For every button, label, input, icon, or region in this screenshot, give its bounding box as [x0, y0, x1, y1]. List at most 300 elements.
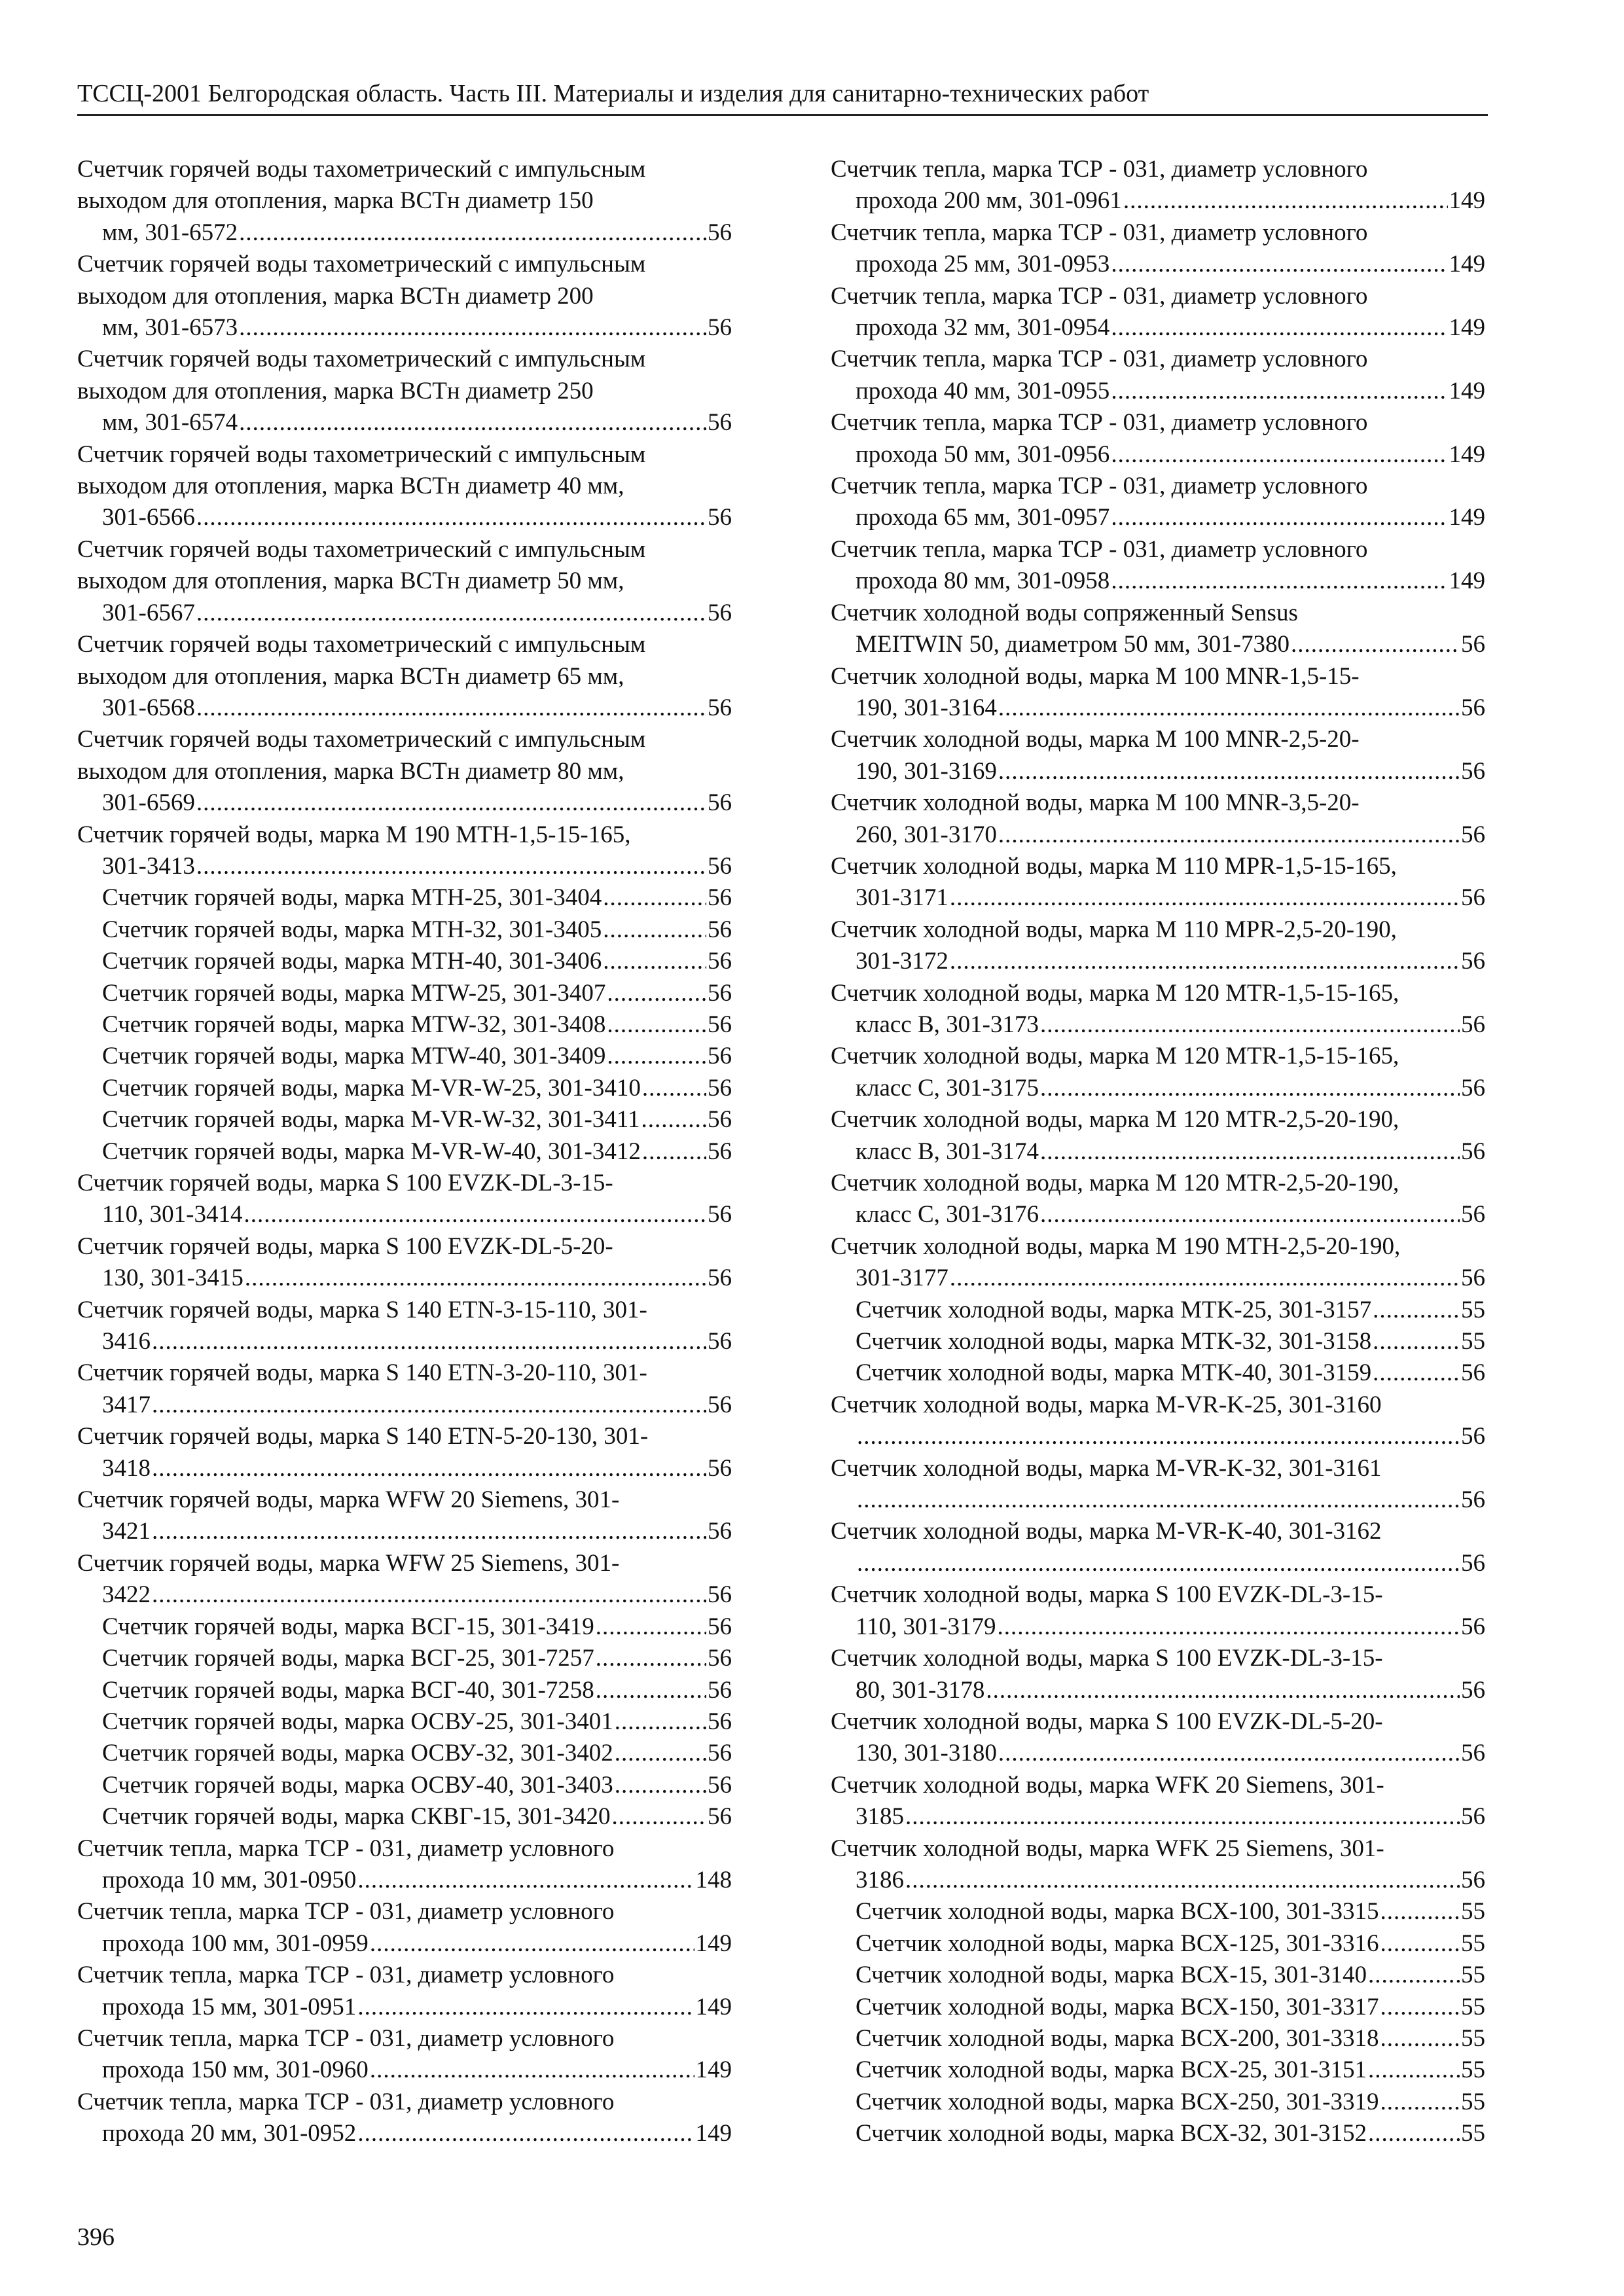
index-entry — [831, 281, 1485, 344]
dot-leader — [998, 692, 1460, 724]
index-entry — [77, 2023, 732, 2087]
entry-text: Счетчик горячей воды тахометрический с импульсным — [77, 726, 646, 753]
entry-text: Счетчик холодной воды, марка М 100 MNR-3,5-20- — [831, 789, 1360, 817]
index-entry — [831, 1896, 1485, 1928]
entry-last-line — [856, 2087, 1485, 2118]
index-entry — [831, 1643, 1485, 1706]
entry-text: Счетчик холодной воды, марка M-VR-K-40, 301-3162 — [831, 1518, 1382, 1545]
entry-text: Счетчик тепла, марка ТСР - 031, диаметр условного — [77, 1898, 615, 1926]
index-entry — [831, 217, 1485, 281]
entry-page-ref: 149 — [695, 2120, 732, 2147]
entry-text: 301-3172 — [856, 948, 948, 975]
entry-last-line — [102, 851, 732, 882]
entry-last-line — [856, 819, 1485, 851]
entry-text: 301-6569 — [102, 789, 195, 817]
dot-leader — [950, 882, 1460, 914]
entry-last-line — [856, 946, 1485, 977]
entry-text: Счетчик горячей воды тахометрический с импульсным — [77, 251, 646, 278]
entry-text: класс B, 301-3174 — [856, 1138, 1039, 1165]
entry-text: Счетчик холодной воды, марка ВСХ-100, 301-3315 — [856, 1898, 1379, 1926]
entry-page-ref: 149 — [1449, 187, 1485, 215]
entry-page-ref: 56 — [708, 1043, 732, 1070]
entry-text: выходом для отопления, марка ВСТн диаметр 250 — [77, 377, 594, 404]
entry-page-ref: 56 — [708, 1708, 732, 1735]
dot-leader — [1373, 1326, 1460, 1357]
entry-last-line — [856, 1263, 1485, 1294]
dot-leader — [245, 1263, 706, 1294]
entry-text: 301-3413 — [102, 852, 195, 880]
index-entry — [77, 344, 732, 439]
dot-leader — [1380, 1896, 1460, 1928]
entry-text: Счетчик тепла, марка ТСР - 031, диаметр условного — [831, 156, 1368, 183]
entry-text: прохода 150 мм, 301-0960 — [102, 2056, 369, 2084]
index-entry — [77, 1104, 732, 1136]
dot-leader — [603, 914, 706, 946]
entry-text: Счетчик холодной воды, марка М 110 MPR-2,5-20-190, — [831, 916, 1397, 943]
index-entry — [831, 1579, 1485, 1643]
entry-text: Счетчик горячей воды, марка S 140 ETN-3-20-110, 301- — [77, 1359, 647, 1387]
dot-leader — [1291, 629, 1460, 660]
index-entry — [77, 1231, 732, 1295]
dot-leader — [1111, 249, 1447, 280]
dot-leader — [152, 1453, 706, 1484]
entry-page-ref: 56 — [708, 1201, 732, 1229]
entry-page-ref: 56 — [708, 1740, 732, 1767]
entry-last-line — [102, 1199, 732, 1230]
entry-last-line — [102, 2054, 732, 2086]
entry-last-line — [102, 914, 732, 946]
index-entry — [77, 1770, 732, 1801]
entry-text: Счетчик горячей воды, марка S 100 EVZK-DL-5-20- — [77, 1232, 613, 1260]
dot-leader — [1040, 1136, 1460, 1168]
entry-text: 110, 301-3414 — [102, 1201, 243, 1229]
entry-page-ref: 56 — [1461, 948, 1485, 975]
index-column-right — [831, 154, 1485, 2150]
entry-last-line — [102, 1928, 732, 1960]
entry-page-ref: 56 — [1461, 1549, 1485, 1577]
index-entry — [831, 1231, 1485, 1295]
entry-text: 3185 — [856, 1803, 904, 1831]
entry-text: Счетчик горячей воды, марка MTH-40, 301-3406 — [102, 948, 602, 975]
entry-last-line — [856, 2054, 1485, 2086]
dot-leader — [370, 2054, 695, 2086]
entry-last-line — [102, 1136, 732, 1168]
entry-last-line — [856, 1136, 1485, 1168]
entry-text: прохода 100 мм, 301-0959 — [102, 1929, 369, 1957]
index-entry — [77, 1548, 732, 1611]
dot-leader — [615, 1738, 706, 1769]
dot-leader — [196, 502, 706, 533]
entry-page-ref: 56 — [708, 409, 732, 437]
entry-text: Счетчик холодной воды, марка М 120 MTR-1,5-15-165, — [831, 1043, 1399, 1070]
entry-last-line — [856, 249, 1485, 280]
entry-last-line — [856, 312, 1485, 344]
entry-page-ref: 55 — [1461, 1993, 1485, 2020]
entry-page-ref: 56 — [1461, 1613, 1485, 1640]
entry-text: 3416 — [102, 1328, 151, 1355]
entry-last-line — [856, 1738, 1485, 1769]
entry-page-ref: 56 — [708, 916, 732, 943]
entry-last-line — [102, 1801, 732, 1833]
dot-leader — [196, 692, 706, 724]
index-entry — [831, 914, 1485, 978]
entry-text: Счетчик холодной воды, марка М 120 MTR-2,5-20-190, — [831, 1106, 1399, 1134]
entry-page-ref: 56 — [708, 1074, 732, 1102]
entry-page-ref: 55 — [1461, 2088, 1485, 2115]
entry-text: Счетчик холодной воды, марка М 190 МТН-2,5-20-190, — [831, 1232, 1401, 1260]
entry-text: прохода 25 мм, 301-0953 — [856, 251, 1110, 278]
entry-last-line — [102, 1738, 732, 1769]
dot-leader — [615, 1770, 706, 1801]
entry-text: Счетчик горячей воды, марка M-VR-W-32, 301-3411 — [102, 1106, 640, 1134]
dot-leader — [950, 1263, 1460, 1294]
entry-last-line — [856, 1548, 1485, 1579]
entry-page-ref: 56 — [708, 1138, 732, 1165]
index-entry — [831, 1706, 1485, 1770]
index-entry — [77, 1421, 732, 1484]
index-entry — [831, 154, 1485, 217]
entry-last-line — [102, 692, 732, 724]
dot-leader — [1380, 1992, 1460, 2023]
index-entry — [77, 724, 732, 819]
entry-last-line — [856, 756, 1485, 787]
entry-text: прохода 20 мм, 301-0952 — [102, 2120, 357, 2147]
index-entry — [831, 1453, 1485, 1516]
entry-last-line — [102, 312, 732, 344]
entry-text: Счетчик горячей воды, марка WFW 25 Siemens, 301- — [77, 1549, 620, 1577]
entry-last-line — [856, 502, 1485, 533]
dot-leader — [641, 1104, 706, 1136]
entry-page-ref: 149 — [1449, 440, 1485, 468]
entry-text: Счетчик горячей воды тахометрический с импульсным — [77, 156, 646, 183]
index-entry — [831, 534, 1485, 598]
index-entry — [77, 1295, 732, 1358]
entry-text: Счетчик тепла, марка ТСР - 031, диаметр условного — [831, 409, 1368, 437]
entry-text: 3421 — [102, 1518, 151, 1545]
entry-text: Счетчик холодной воды, марка MTK-32, 301-3158 — [856, 1328, 1372, 1355]
entry-text: Счетчик горячей воды, марка MTW-32, 301-3408 — [102, 1011, 606, 1038]
entry-page-ref: 56 — [1461, 1359, 1485, 1387]
entry-last-line — [102, 1992, 732, 2023]
entry-page-ref: 56 — [1461, 1676, 1485, 1704]
index-column-left — [77, 154, 732, 2150]
entry-text: Счетчик холодной воды, марка М 120 MTR-2,5-20-190, — [831, 1170, 1399, 1196]
index-entry — [77, 1073, 732, 1104]
entry-text: Счетчик холодной воды, марка М 110 MPR-1,5-15-165, — [831, 852, 1397, 880]
entry-text: прохода 32 мм, 301-0954 — [856, 314, 1110, 342]
entry-last-line — [102, 1073, 732, 1104]
dot-leader — [607, 978, 706, 1009]
entry-page-ref: 56 — [1461, 1011, 1485, 1038]
entry-last-line — [102, 1263, 732, 1294]
entry-text: прохода 10 мм, 301-0950 — [102, 1866, 357, 1893]
dot-leader — [950, 946, 1460, 977]
entry-text: выходом для отопления, марка ВСТн диаметр 65 мм, — [77, 662, 624, 690]
index-entry — [77, 1611, 732, 1643]
entry-text: Счетчик холодной воды сопряженный Sensus — [831, 599, 1298, 626]
entry-page-ref: 149 — [1449, 251, 1485, 278]
dot-leader — [607, 1009, 706, 1041]
entry-page-ref: 55 — [1461, 1929, 1485, 1957]
dot-leader — [1380, 1928, 1460, 1960]
entry-text: выходом для отопления, марка ВСТн диаметр 200 — [77, 282, 594, 310]
entry-page-ref: 56 — [708, 504, 732, 531]
entry-page-ref: 55 — [1461, 2056, 1485, 2084]
entry-text: Счетчик горячей воды, марка ОСВУ-40, 301-3403 — [102, 1771, 613, 1799]
dot-leader — [986, 1675, 1460, 1706]
entry-text: прохода 50 мм, 301-0956 — [856, 440, 1110, 468]
entry-last-line — [102, 1326, 732, 1357]
dot-leader — [1040, 1073, 1460, 1104]
entry-text: 3186 — [856, 1866, 904, 1893]
dot-leader — [152, 1326, 706, 1357]
entry-text: Счетчик тепла, марка ТСР - 031, диаметр условного — [831, 219, 1368, 246]
entry-last-line — [856, 439, 1485, 471]
index-entry — [831, 1516, 1485, 1579]
dot-leader — [1111, 565, 1447, 597]
header-title: ТССЦ-2001 Белгородская область. Часть III. Материалы и изделия для санитарно-технических работ — [77, 80, 1149, 107]
entry-text: Счетчик холодной воды, марка ВСХ-15, 301-3140 — [856, 1962, 1367, 1989]
entry-text: 260, 301-3170 — [856, 821, 997, 848]
dot-leader — [357, 1992, 694, 2023]
index-entry — [77, 154, 732, 249]
index-entry — [77, 1706, 732, 1738]
entry-text: Счетчик тепла, марка ТСР - 031, диаметр условного — [831, 282, 1368, 310]
entry-last-line — [856, 1357, 1485, 1389]
entry-page-ref: 56 — [1461, 1866, 1485, 1893]
index-entry — [831, 471, 1485, 534]
entry-page-ref: 55 — [1461, 1328, 1485, 1355]
index-entry — [831, 1928, 1485, 1960]
entry-last-line — [102, 1104, 732, 1136]
entry-page-ref: 56 — [1461, 1740, 1485, 1767]
entry-last-line — [102, 598, 732, 629]
index-entry — [77, 946, 732, 977]
entry-text: Счетчик тепла, марка ТСР - 031, диаметр условного — [831, 346, 1368, 373]
index-entry — [77, 1738, 732, 1769]
entry-last-line — [856, 1865, 1485, 1896]
entry-page-ref: 55 — [1461, 1296, 1485, 1323]
entry-page-ref: 56 — [1461, 1074, 1485, 1102]
entry-last-line — [856, 1199, 1485, 1230]
index-entry — [77, 1833, 732, 1897]
entry-text: Счетчик холодной воды, марка S 100 EVZK-DL-3-15- — [831, 1645, 1383, 1672]
entry-text: Счетчик холодной воды, марка MTK-40, 301-3159 — [856, 1359, 1372, 1387]
entry-page-ref: 56 — [708, 1011, 732, 1038]
index-entry — [831, 1357, 1485, 1389]
index-entry — [831, 2118, 1485, 2149]
entry-last-line — [856, 1896, 1485, 1928]
entry-page-ref: 56 — [708, 1581, 732, 1609]
index-entry — [77, 629, 732, 724]
index-entry — [77, 1801, 732, 1833]
entry-last-line — [856, 1611, 1485, 1643]
entry-page-ref: 56 — [708, 1106, 732, 1134]
dot-leader — [857, 1484, 1460, 1516]
entry-page-ref: 56 — [708, 1518, 732, 1545]
entry-last-line — [102, 1390, 732, 1421]
index-entry — [77, 1168, 732, 1231]
dot-leader — [905, 1801, 1460, 1833]
entry-last-line — [102, 882, 732, 914]
entry-text: 301-6566 — [102, 504, 195, 531]
entry-text: Счетчик горячей воды, марка MTH-25, 301-3404 — [102, 884, 602, 912]
entry-last-line — [102, 946, 732, 977]
entry-last-line — [856, 1992, 1485, 2023]
entry-text: Счетчик горячей воды, марка MTH-32, 301-3405 — [102, 916, 602, 943]
entry-page-ref: 56 — [708, 1454, 732, 1482]
entry-page-ref: 56 — [1461, 1138, 1485, 1165]
entry-page-ref: 148 — [695, 1866, 732, 1893]
entry-text: Счетчик холодной воды, марка M-VR-K-25, 301-3160 — [831, 1391, 1382, 1418]
entry-text: Счетчик горячей воды, марка M-VR-W-40, 301-3412 — [102, 1138, 641, 1165]
entry-text: 301-6568 — [102, 694, 195, 721]
entry-text: 3418 — [102, 1454, 151, 1482]
entry-last-line — [102, 1579, 732, 1611]
dot-leader — [239, 312, 706, 344]
entry-last-line — [102, 2118, 732, 2149]
index-entry — [831, 724, 1485, 787]
entry-text: класс B, 301-3173 — [856, 1011, 1039, 1038]
dot-leader — [1373, 1295, 1460, 1326]
entry-last-line — [856, 185, 1485, 217]
dot-leader — [1040, 1009, 1460, 1041]
entry-text: Счетчик горячей воды, марка ОСВУ-25, 301-3401 — [102, 1708, 613, 1735]
index-entry — [77, 1357, 732, 1421]
entry-text: Счетчик холодной воды, марка WFK 20 Siemens, 301- — [831, 1771, 1384, 1799]
dot-leader — [1368, 2118, 1460, 2149]
dot-leader — [1123, 185, 1448, 217]
entry-text: 190, 301-3169 — [856, 757, 997, 785]
entry-page-ref: 56 — [708, 979, 732, 1007]
dot-leader — [1111, 439, 1447, 471]
index-entry — [77, 1136, 732, 1168]
index-entry — [831, 2023, 1485, 2054]
entry-page-ref: 149 — [1449, 504, 1485, 531]
entry-page-ref: 149 — [1449, 377, 1485, 404]
entry-page-ref: 56 — [708, 1676, 732, 1704]
entry-page-ref: 56 — [708, 1645, 732, 1672]
index-entry — [831, 661, 1485, 725]
dot-leader — [1380, 2023, 1460, 2054]
entry-text: Счетчик холодной воды, марка S 100 EVZK-DL-5-20- — [831, 1708, 1383, 1735]
entry-last-line — [102, 1675, 732, 1706]
entry-last-line — [102, 502, 732, 533]
entry-text: Счетчик холодной воды, марка WFK 25 Siemens, 301- — [831, 1835, 1384, 1862]
entry-text: Счетчик холодной воды, марка M-VR-K-32, 301-3161 — [831, 1454, 1382, 1482]
entry-text: прохода 15 мм, 301-0951 — [102, 1993, 357, 2020]
dot-leader — [596, 1611, 706, 1643]
entry-last-line — [856, 1801, 1485, 1833]
dot-leader — [998, 756, 1460, 787]
entry-page-ref: 56 — [1461, 1486, 1485, 1514]
entry-page-ref: 55 — [1461, 1898, 1485, 1926]
entry-last-line — [856, 2118, 1485, 2149]
entry-text: 80, 301-3178 — [856, 1676, 985, 1704]
index-entry — [77, 1041, 732, 1072]
index-entry — [77, 534, 732, 629]
entry-text: 110, 301-3179 — [856, 1613, 996, 1640]
entry-text: MEITWIN 50, диаметром 50 мм, 301-7380 — [856, 631, 1290, 658]
entry-text: Счетчик горячей воды, марка MTW-40, 301-3409 — [102, 1043, 606, 1070]
entry-last-line — [102, 217, 732, 249]
index-entry — [77, 1643, 732, 1674]
entry-text: Счетчик тепла, марка ТСР - 031, диаметр условного — [831, 535, 1368, 563]
entry-text: Счетчик горячей воды тахометрический с импульсным — [77, 535, 646, 563]
entry-text: Счетчик холодной воды, марка М 100 MNR-1,5-15- — [831, 662, 1360, 690]
entry-text: 3422 — [102, 1581, 151, 1609]
entry-last-line — [856, 1484, 1485, 1516]
entry-page-ref: 56 — [708, 1613, 732, 1640]
entry-text: Счетчик горячей воды, марка ВСГ-15, 301-3419 — [102, 1613, 594, 1640]
entry-text: 130, 301-3415 — [102, 1265, 244, 1292]
entry-page-ref: 55 — [1461, 1962, 1485, 1989]
dot-leader — [905, 1865, 1460, 1896]
entry-page-ref: 56 — [708, 789, 732, 817]
dot-leader — [596, 1675, 706, 1706]
page-number: 396 — [77, 2223, 115, 2251]
index-entry — [77, 1675, 732, 1706]
entry-page-ref: 56 — [1461, 1265, 1485, 1292]
dot-leader — [1111, 502, 1447, 533]
dot-leader — [1111, 312, 1447, 344]
index-entry — [831, 1041, 1485, 1104]
entry-last-line — [102, 1706, 732, 1738]
page-header — [77, 79, 1488, 116]
entry-page-ref: 56 — [708, 219, 732, 246]
dot-leader — [196, 787, 706, 819]
entry-last-line — [856, 882, 1485, 914]
dot-leader — [196, 598, 706, 629]
entry-text: Счетчик горячей воды, марка S 140 ETN-3-15-110, 301- — [77, 1296, 647, 1323]
entry-page-ref: 56 — [708, 884, 732, 912]
index-entry — [831, 1168, 1485, 1231]
entry-text: Счетчик холодной воды, марка М 120 MTR-1,5-15-165, — [831, 979, 1399, 1007]
index-entry — [831, 1960, 1485, 1991]
index-entry — [831, 1390, 1485, 1453]
dot-leader — [357, 1865, 694, 1896]
index-entry — [77, 819, 732, 883]
entry-text: Счетчик горячей воды, марка М 190 МТН-1,5-15-165, — [77, 821, 631, 848]
entry-text: Счетчик тепла, марка ТСР - 031, диаметр условного — [77, 1962, 615, 1989]
dot-leader — [152, 1579, 706, 1611]
entry-last-line — [856, 1009, 1485, 1041]
entry-page-ref: 149 — [695, 1993, 732, 2020]
index-entry — [831, 1992, 1485, 2023]
entry-text: мм, 301-6572 — [102, 219, 238, 246]
dot-leader — [1040, 1199, 1460, 1230]
index-entry — [831, 407, 1485, 471]
index-entry — [77, 978, 732, 1009]
entry-last-line — [102, 787, 732, 819]
entry-page-ref: 56 — [708, 948, 732, 975]
entry-last-line — [102, 1643, 732, 1674]
dot-leader — [1368, 2054, 1460, 2086]
index-entry — [831, 1833, 1485, 1897]
index-entry — [77, 439, 732, 534]
entry-text: 130, 301-3180 — [856, 1740, 997, 1767]
dot-leader — [607, 1041, 706, 1072]
index-entry — [77, 1484, 732, 1548]
entry-text: мм, 301-6573 — [102, 314, 238, 342]
entry-page-ref: 149 — [1449, 567, 1485, 595]
dot-leader — [1368, 1960, 1460, 1991]
entry-text: Счетчик холодной воды, марка М 100 MNR-2,5-20- — [831, 726, 1360, 753]
entry-text: 3417 — [102, 1391, 151, 1418]
entry-text: Счетчик холодной воды, марка ВСХ-150, 301-3317 — [856, 1993, 1379, 2020]
dot-leader — [357, 2118, 694, 2149]
index-entry — [77, 882, 732, 914]
